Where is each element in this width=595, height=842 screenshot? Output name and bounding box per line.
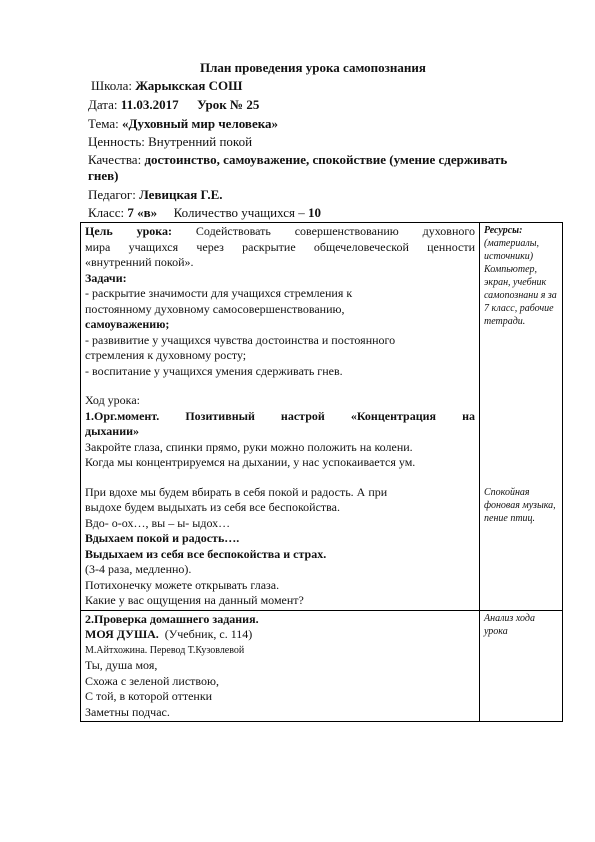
- qualities-line-2: [88, 168, 558, 183]
- date-line: [88, 97, 558, 112]
- teacher-line: [88, 187, 558, 202]
- poem-line-4: Заметны подчас.: [85, 704, 170, 719]
- task-1-line-2: постоянному духовному самосовершенствованию,: [85, 301, 345, 316]
- task-3-line-1: - воспитание у учащихся умения сдерживать гнев.: [85, 363, 343, 378]
- breathing-line-7: Выдыхаем из себя все беспокойства и страх.: [85, 546, 327, 561]
- analysis-cell: [480, 610, 563, 722]
- goal-line-3: «внутренний покой».: [85, 255, 194, 269]
- breathing-line-8: (3-4 раза, медленно).: [85, 562, 192, 576]
- analysis-label: Анализ хода урока: [484, 612, 535, 637]
- poem-line-1: Ты, душа моя,: [85, 658, 158, 672]
- value-line: [88, 134, 558, 149]
- breathing-line-9: Потихонечку можете открывать глаза.: [85, 577, 280, 592]
- qualities-line: [88, 152, 558, 167]
- lesson-plan-table: [80, 222, 563, 722]
- homework-label: 2.Проверка домашнего задания.: [85, 611, 259, 626]
- breathing-line-1: Закройте глаза, спинки прямо, руки можно положить на колени.: [85, 439, 413, 454]
- tasks-label: Задачи:: [85, 270, 127, 285]
- resources-subtitle: (материалы, источники): [484, 238, 540, 262]
- value-value: Внутренний покой: [148, 134, 253, 149]
- breathing-line-10: Какие у вас ощущения на данный момент?: [85, 593, 304, 607]
- school-value: Жарыкская СОШ: [135, 78, 243, 93]
- class-value: 7 «в»: [127, 205, 158, 220]
- plan-main-cell: [81, 223, 480, 611]
- course-label: Ход урока:: [85, 393, 140, 407]
- breathing-line-3: При вдохе мы будем вбирать в себя покой и радость. А при: [85, 484, 388, 499]
- poem-line-2: Схожа с зеленой листвою,: [85, 673, 219, 688]
- date-label: Дата:: [88, 97, 118, 112]
- teacher-label: Педагог:: [88, 187, 136, 202]
- topic-value: «Духовный мир человека»: [122, 116, 279, 131]
- class-label: Класс:: [88, 205, 125, 220]
- poem-line-3: С той, в которой оттенки: [85, 689, 213, 703]
- breathing-line-2: Когда мы концентрируемся на дыхании, у нас успокаивается ум.: [85, 455, 416, 469]
- music-note: Спокойная фоновая музыка, пение птиц.: [484, 487, 556, 524]
- resources-items: Компьютер, экран, учебник самопознани я за 7 класс, рабочие тетради.: [484, 264, 557, 327]
- qualities-value-2: гнев): [88, 168, 119, 183]
- org-moment-line-2: дыхании»: [85, 424, 140, 438]
- task-2-line-1: - развивитие у учащихся чувства достоинства и постоянного: [85, 332, 396, 347]
- class-line: [88, 205, 558, 220]
- students-value: 10: [307, 205, 321, 220]
- page-title: План проведения урока самопознания: [200, 60, 426, 75]
- task-2-line-2: стремления к духовному росту;: [85, 348, 247, 362]
- qualities-value-1: достоинство, самоуважение, спокойствие (умение сдерживать: [144, 152, 508, 167]
- lesson-label: Урок №: [197, 97, 244, 112]
- students-label: Количество учащихся –: [173, 205, 305, 220]
- school-label: Школа:: [91, 78, 132, 93]
- date-value: 11.03.2017: [120, 97, 179, 112]
- task-1-line-1: - раскрытие значимости для учащихся стремления к: [85, 286, 353, 300]
- lesson-value: 25: [246, 97, 260, 112]
- resources-cell: [480, 223, 563, 611]
- table-row: [81, 610, 563, 722]
- teacher-value: Левицкая Г.Е.: [139, 187, 223, 202]
- value-label: Ценность:: [88, 134, 145, 149]
- school-line: [91, 78, 561, 93]
- breathing-line-6: Вдыхаем покой и радость….: [85, 531, 240, 545]
- homework-cell: [81, 610, 480, 722]
- topic-label: Тема:: [88, 116, 119, 131]
- goal-line-1: Цель урока: Содействовать совершенствованию духовного: [85, 224, 475, 238]
- poem-author: М.Айтхожина. Перевод Т.Кузовлевой: [85, 644, 245, 656]
- breathing-line-5: Вдо- о-ох…, вы – ы- ыдох…: [85, 515, 231, 530]
- qualities-label: Качества:: [88, 152, 142, 167]
- task-1-line-3: самоуважению;: [85, 317, 170, 331]
- resources-title: Ресурсы:: [484, 225, 523, 236]
- breathing-line-4: выдохе будем выдыхать из себя все беспокойства.: [85, 500, 340, 514]
- poem-heading: МОЯ ДУША. (Учебник, с. 114): [85, 627, 253, 641]
- table-row: [81, 223, 563, 611]
- org-moment-line-1: 1.Орг.момент. Позитивный настрой «Концентрация на: [85, 408, 475, 423]
- topic-line: [88, 116, 558, 131]
- goal-line-2: мира учащихся через раскрытие общечеловеческой ценности: [85, 239, 475, 254]
